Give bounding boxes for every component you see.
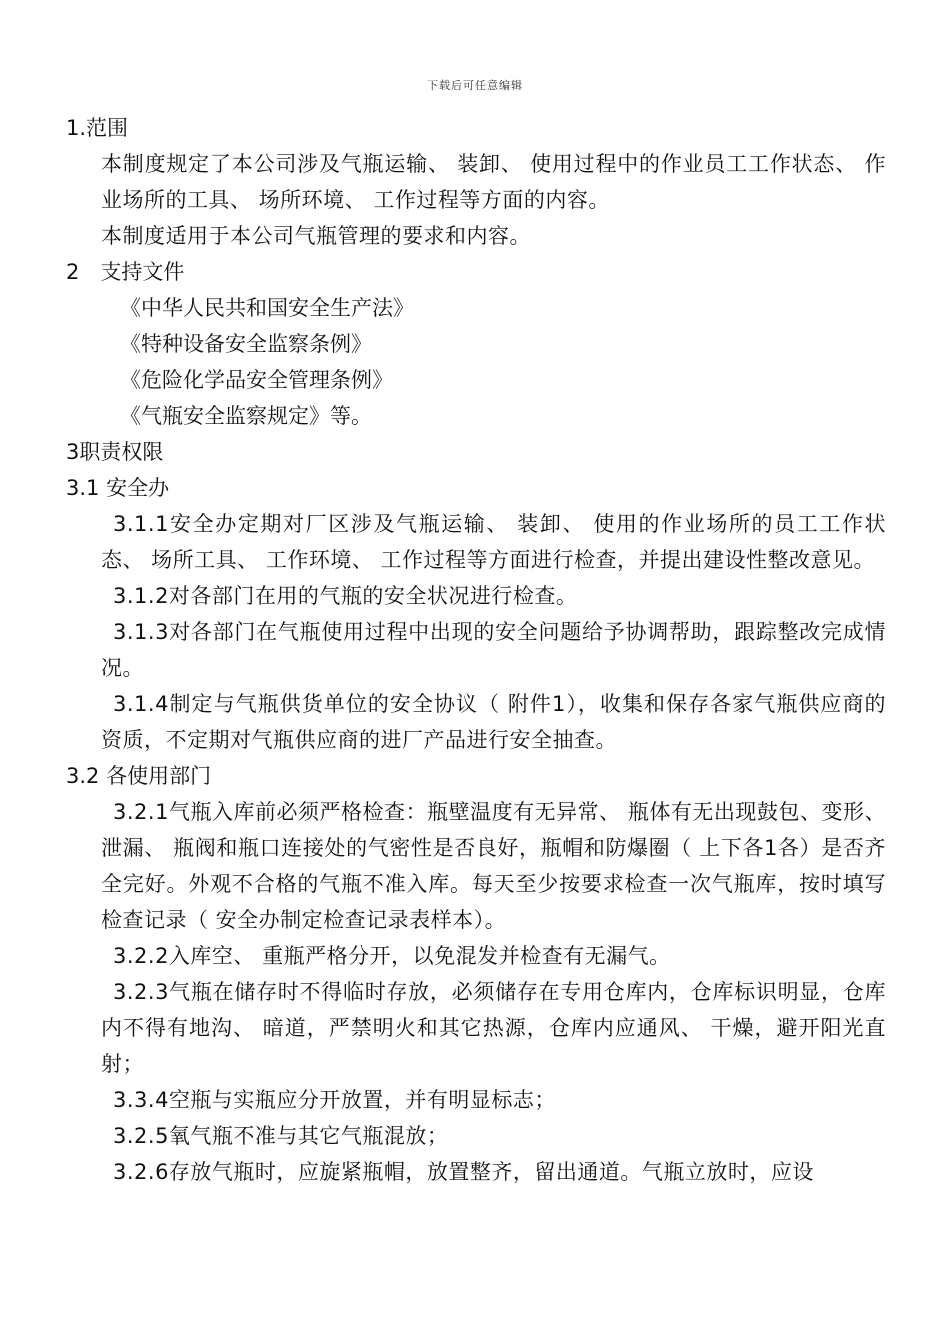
watermark-text: 下载后可任意编辑 — [427, 79, 523, 92]
support-ref-1: 《中华人民共和国安全生产法》 — [120, 296, 414, 320]
support-ref-3: 《危险化学品安全管理条例》 — [120, 368, 393, 392]
scope-paragraph-2: 本制度适用于本公司气瓶管理的要求和内容。 — [101, 224, 531, 248]
dept-clause-4: 3.3.4空瓶与实瓶应分开放置，并有明显标志； — [113, 1088, 556, 1112]
safety-clause-3: 3.1.3对各部门在气瓶使用过程中出现的安全问题给予协调帮助，跟踪整改完成情况。 — [101, 620, 886, 680]
subsection-title-safety: 3.1 安全办 — [66, 476, 170, 500]
section-title-scope: 1.范围 — [66, 116, 129, 140]
dept-clause-3: 3.2.3气瓶在储存时不得临时存放，必须储存在专用仓库内，仓库标识明显，仓库内不得有地沟、 暗道，严禁明火和其它热源，仓库内应通风、 干燥，避开阳光直射； — [101, 980, 886, 1076]
scope-paragraph-1: 本制度规定了本公司涉及气瓶运输、 装卸、 使用过程中的作业员工工作状态、 作业场所的工具、 场所环境、 工作过程等方面的内容。 — [101, 152, 886, 212]
section-title-duty: 3职责权限 — [66, 440, 164, 464]
dept-clause-5: 3.2.5氧气瓶不准与其它气瓶混放； — [113, 1124, 449, 1148]
support-ref-2: 《特种设备安全监察条例》 — [120, 332, 372, 356]
document-body — [66, 110, 886, 1190]
dept-clause-1: 3.2.1气瓶入库前必须严格检查：瓶壁温度有无异常、 瓶体有无出现鼓包、变形、 泄漏、 瓶阀和瓶口连接处的气密性是否良好，瓶帽和防爆圈（ 上下各1各）是否齐全完好。外观不合格的气瓶不准入库。每天至少按要求检查一次气瓶库，按时填写检查记录（ 安全办制定检查记录表样本）。 — [101, 800, 886, 932]
safety-clause-2: 3.1.2对各部门在用的气瓶的安全状况进行检查。 — [113, 584, 578, 608]
dept-clause-2: 3.2.2入库空、 重瓶严格分开，以免混发并检查有无漏气。 — [113, 944, 671, 968]
scope-block — [101, 146, 886, 254]
dept-clause-6: 3.2.6存放气瓶时，应旋紧瓶帽，放置整齐，留出通道。气瓶立放时，应设 — [113, 1160, 814, 1184]
subsection-title-departments: 3.2 各使用部门 — [66, 764, 212, 788]
support-ref-4: 《气瓶安全监察规定》等。 — [120, 404, 372, 428]
safety-clause-1: 3.1.1安全办定期对厂区涉及气瓶运输、 装卸、 使用的作业场所的员工工作状态、 场所工具、 工作环境、 工作过程等方面进行检查，并提出建设性整改意见。 — [101, 512, 886, 572]
section-title-support: 2 支持文件 — [66, 260, 185, 284]
safety-clause-4: 3.1.4制定与气瓶供货单位的安全协议（ 附件1），收集和保存各家气瓶供应商的资质，不定期对气瓶供应商的进厂产品进行安全抽查。 — [101, 692, 886, 752]
